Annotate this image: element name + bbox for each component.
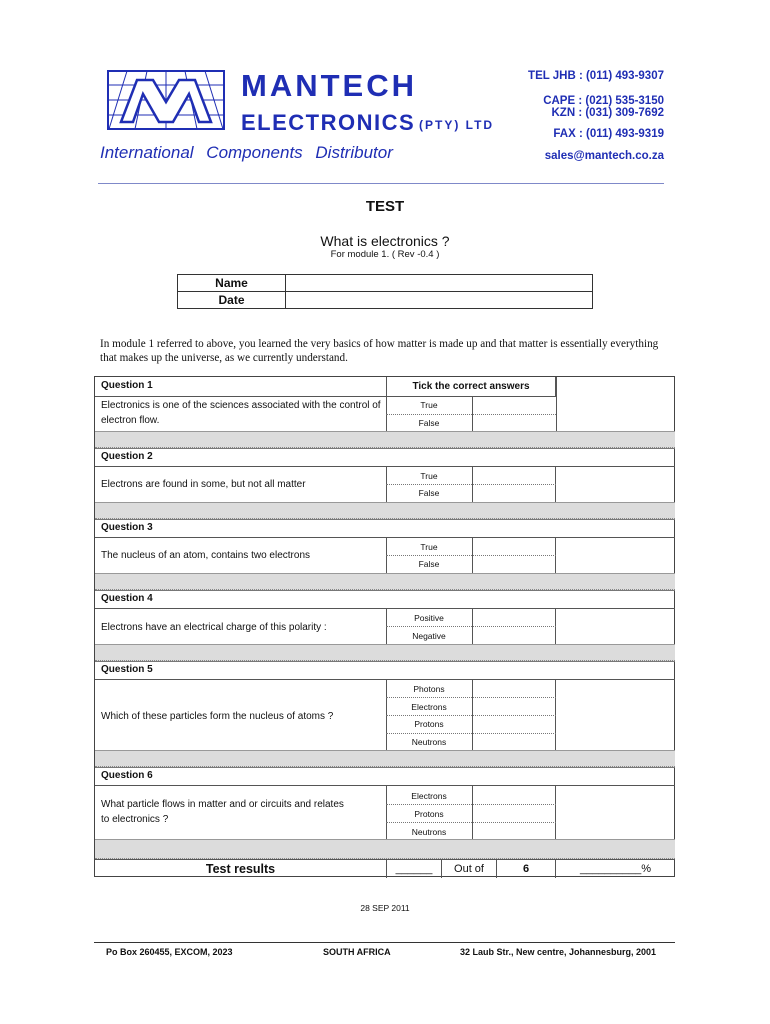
answer-checkbox[interactable]	[472, 484, 557, 502]
tel-cape: CAPE : (021) 535-3150	[543, 95, 664, 107]
question-label: Question 1	[101, 380, 153, 391]
tagline: International Components Distributor	[100, 143, 393, 162]
document-date: 28 SEP 2011	[360, 903, 410, 913]
footer-po-box: Po Box 260455, EXCOM, 2023	[106, 947, 233, 957]
question-text: Electrons are found in some, but not all matter	[101, 479, 306, 490]
question-text: What particle flows in matter and or circuits and relates to electronics ?	[101, 799, 344, 825]
test-results-label: Test results	[205, 862, 276, 876]
score-field[interactable]: ______	[386, 860, 441, 878]
question-text: Electrons have an electrical charge of this polarity :	[101, 622, 327, 633]
option-false: False	[418, 559, 440, 569]
separator-row	[95, 502, 675, 519]
brand-subname: ELECTRONICS	[241, 110, 416, 135]
separator-row	[95, 644, 675, 661]
option-positive: Positive	[414, 613, 444, 623]
quiz-header-row	[95, 377, 675, 396]
date-field[interactable]	[286, 292, 593, 309]
option-protons: Protons	[414, 719, 444, 729]
option-photons: Photons	[413, 684, 445, 694]
footer-country: SOUTH AFRICA	[323, 947, 391, 957]
answer-checkbox[interactable]	[472, 466, 557, 484]
answer-checkbox[interactable]	[472, 396, 557, 414]
tel-jhb: TEL JHB : (011) 493-9307	[528, 70, 664, 82]
quiz-table	[94, 376, 675, 877]
email-link[interactable]: sales@mantech.co.za	[544, 150, 664, 162]
question-text: The nucleus of an atom, contains two electrons	[101, 550, 311, 561]
question-label: Question 4	[101, 593, 153, 604]
separator-row	[95, 573, 675, 590]
option-electrons: Electrons	[411, 702, 447, 712]
tel-kzn: KZN : (031) 309-7692	[551, 107, 664, 119]
option-negative: Negative	[412, 631, 446, 641]
module-label: For module 1. ( Rev -0.4 )	[330, 249, 440, 260]
question-header	[95, 519, 675, 536]
separator-row	[95, 431, 675, 448]
option-true: True	[420, 542, 438, 552]
answer-checkbox[interactable]	[472, 785, 557, 804]
option-electrons: Electrons	[411, 791, 447, 801]
answer-checkbox[interactable]	[472, 537, 557, 555]
brand-name: MANTECH	[241, 68, 417, 103]
option-protons: Protons	[414, 809, 444, 819]
question-text: Electronics is one of the sciences associated with the control of electron flow.	[101, 400, 381, 426]
fax: FAX : (011) 493-9319	[553, 128, 664, 140]
header-divider	[98, 183, 664, 184]
answer-checkbox[interactable]	[472, 822, 557, 839]
option-false: False	[418, 418, 440, 428]
page-title: TEST	[365, 198, 405, 215]
name-field[interactable]	[286, 275, 593, 292]
percent-field[interactable]: __________%	[580, 863, 651, 875]
separator-row	[95, 839, 675, 859]
question-label: Question 5	[101, 664, 153, 675]
separator-row	[95, 750, 675, 767]
question-header	[95, 661, 675, 678]
question-label: Question 2	[101, 451, 153, 462]
option-true: True	[420, 400, 438, 410]
answer-checkbox[interactable]	[472, 733, 557, 750]
answer-checkbox[interactable]	[472, 626, 557, 644]
out-of-label: Out of	[441, 860, 496, 878]
question-label: Question 6	[101, 770, 153, 781]
footer-address: 32 Laub Str., New centre, Johannesburg, 2001	[460, 947, 657, 957]
name-date-table	[177, 274, 593, 309]
test-results-row	[95, 859, 675, 878]
question-text: Which of these particles form the nucleus of atoms ?	[101, 711, 334, 722]
answer-checkbox[interactable]	[472, 679, 557, 697]
mantech-logo	[107, 70, 225, 130]
brand-suffix: (PTY) LTD	[419, 118, 495, 132]
total-questions: 6	[496, 860, 556, 878]
option-false: False	[418, 488, 440, 498]
option-neutrons: Neutrons	[411, 827, 447, 837]
question-label: Question 3	[101, 522, 153, 533]
name-label: Name	[178, 275, 286, 292]
answers-header: Tick the correct answers	[386, 377, 556, 396]
answer-checkbox[interactable]	[472, 715, 557, 733]
footer-divider	[94, 942, 675, 943]
answer-checkbox[interactable]	[472, 608, 557, 626]
question-header	[95, 448, 675, 465]
option-true: True	[420, 471, 438, 481]
answer-checkbox[interactable]	[472, 804, 557, 822]
question-header	[95, 767, 675, 784]
answer-checkbox[interactable]	[472, 555, 557, 573]
date-label: Date	[178, 292, 286, 309]
intro-paragraph: In module 1 referred to above, you learned the very basics of how matter is made up and that matter is essentially everything that makes up the universe, as we currently understand.	[100, 338, 659, 364]
test-question: What is electronics ?	[320, 233, 450, 249]
option-neutrons: Neutrons	[411, 737, 447, 747]
question-header	[95, 590, 675, 607]
answer-checkbox[interactable]	[472, 697, 557, 715]
